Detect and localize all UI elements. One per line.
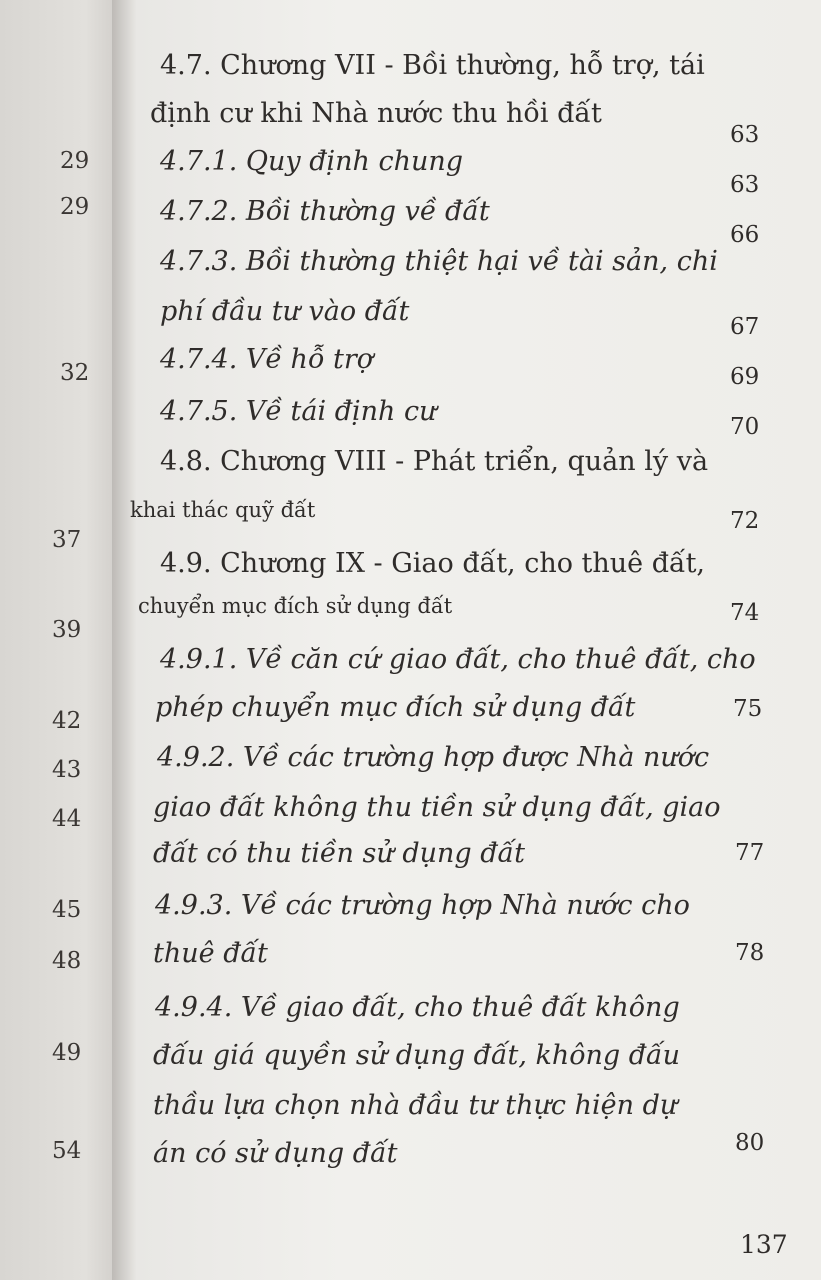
toc-page-number: 72 (730, 508, 760, 534)
toc-entry-line: giao đất không thu tiền sử dụng đất, giao (153, 792, 721, 823)
toc-page-number: 75 (733, 696, 763, 722)
toc-entry-line: đấu giá quyền sử dụng đất, không đấu (153, 1040, 680, 1071)
left-page-number: 29 (60, 148, 90, 174)
toc-entry-line: 4.9.2. Về các trường hợp được Nhà nước (157, 742, 710, 773)
left-page-number: 45 (52, 897, 82, 923)
left-page-number: 29 (60, 194, 90, 220)
left-page-number: 43 (52, 757, 82, 783)
toc-entry-line: phí đầu tư vào đất (160, 296, 410, 327)
toc-entry-line: 4.9.4. Về giao đất, cho thuê đất không (155, 992, 680, 1023)
toc-page-number: 66 (730, 222, 760, 248)
toc-page-number: 69 (730, 364, 760, 390)
toc-page-number: 63 (730, 122, 760, 148)
left-page-number: 32 (60, 360, 90, 386)
toc-page-number: 70 (730, 414, 760, 440)
toc-entry-line: đất có thu tiền sử dụng đất (153, 838, 525, 869)
toc-entry-line: 4.7.5. Về tái định cư (160, 396, 437, 427)
toc-entry-line: 4.7.1. Quy định chung (160, 146, 464, 177)
toc-entry-line: 4.9.1. Về căn cứ giao đất, cho thuê đất, cho (160, 644, 756, 675)
left-page-number: 37 (52, 527, 82, 553)
toc-entry-line: 4.7.4. Về hỗ trợ (160, 344, 374, 375)
toc-page-number: 78 (735, 940, 765, 966)
left-page (0, 0, 122, 1280)
left-page-number: 42 (52, 708, 82, 734)
left-page-number: 39 (52, 617, 82, 643)
toc-entry-line: 4.7.2. Bồi thường về đất (160, 196, 490, 227)
toc-entry-line: thuê đất (153, 938, 268, 969)
left-page-number: 49 (52, 1040, 82, 1066)
left-page-number: 54 (52, 1138, 82, 1164)
left-page-number: 48 (52, 948, 82, 974)
toc-page-number: 63 (730, 172, 760, 198)
toc-entry-line: thầu lựa chọn nhà đầu tư thực hiện dự (153, 1090, 678, 1121)
left-page-number: 44 (52, 806, 82, 832)
toc-page-number: 67 (730, 314, 760, 340)
toc-entry-line: khai thác quỹ đất (130, 498, 316, 522)
toc-entry-line: án có sử dụng đất (153, 1138, 398, 1169)
toc-entry-line: 4.9.3. Về các trường hợp Nhà nước cho (155, 890, 690, 921)
toc-entry-line: 4.7. Chương VII - Bồi thường, hỗ trợ, tái (160, 50, 705, 81)
toc-page-number: 74 (730, 600, 760, 626)
toc-page-number: 77 (735, 840, 765, 866)
toc-entry-line: 4.8. Chương VIII - Phát triển, quản lý và (160, 446, 709, 477)
toc-entry-line: 4.7.3. Bồi thường thiệt hại về tài sản, chi (160, 246, 718, 277)
toc-entry-line: chuyển mục đích sử dụng đất (138, 594, 453, 618)
toc-entry-line: định cư khi Nhà nước thu hồi đất (150, 98, 602, 129)
toc-entry-line: phép chuyển mục đích sử dụng đất (155, 692, 636, 723)
toc-entry-line: 4.9. Chương IX - Giao đất, cho thuê đất, (160, 548, 706, 579)
toc-page-number: 80 (735, 1130, 765, 1156)
right-page (136, 0, 821, 1280)
page-folio: 137 (740, 1230, 788, 1259)
